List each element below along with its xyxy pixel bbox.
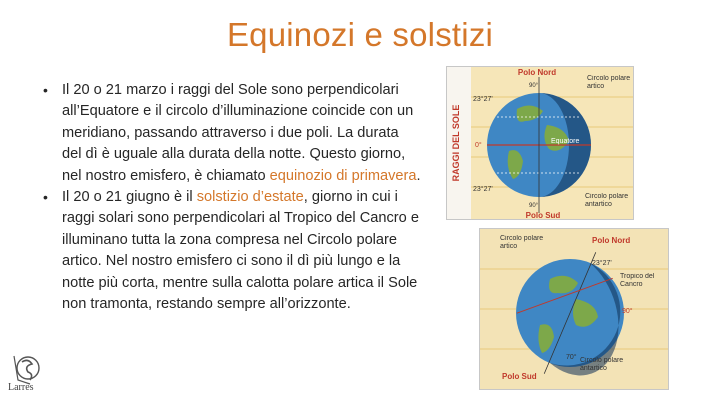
- equator-label: Equatore: [551, 138, 580, 145]
- term-equinozio: equinozio di primavera: [269, 167, 417, 184]
- larres-logo: [4, 352, 46, 400]
- north-pole-label: Polo Nord: [592, 236, 631, 245]
- antarctic-circle-label: Circolo polare antartico: [585, 193, 629, 208]
- arctic-circle-label: Circolo polare artico: [587, 75, 631, 90]
- solstice-figure: [479, 228, 669, 390]
- north-pole-label: Polo Nord: [517, 68, 557, 77]
- antarctic-circle-label: Circolo polare antartico: [580, 357, 624, 372]
- date-march: Il 20 o 21 marzo: [62, 82, 167, 98]
- south-pole-label: Polo Sud: [502, 372, 537, 381]
- text-segment: è il: [169, 189, 197, 206]
- bullet-equinox: [30, 80, 422, 187]
- lat-label: 23°27': [592, 260, 612, 267]
- rays-label: RAGGI DEL SOLE: [451, 104, 461, 182]
- tropic-label: Tropico del Cancro: [620, 273, 655, 288]
- term-solstizio: solstizio d’estate: [196, 189, 304, 206]
- lat-bottom-label: 23°27': [473, 186, 493, 193]
- text-segment: .: [416, 167, 421, 184]
- angle-top-label: 90°: [529, 83, 539, 89]
- bullet-text: [62, 189, 419, 312]
- slide-title: Equinozi e solstizi: [226, 16, 494, 53]
- date-june: Il 20 o 21 giugno: [62, 189, 170, 206]
- bullet-marker: •: [43, 82, 48, 98]
- term-circolo: circolo d’illuminazione: [165, 103, 308, 120]
- angle-bottom-label: 90°: [529, 203, 539, 209]
- equinox-figure: [446, 66, 634, 220]
- bullet-solstice: [30, 187, 422, 315]
- bullet-marker: •: [43, 189, 48, 206]
- text-segment: i raggi del Sole sono perpendicolari all’Equatore e il: [62, 82, 399, 120]
- angle-90-label: 90°: [622, 308, 633, 315]
- angle-70-label: 70°: [566, 354, 577, 361]
- arctic-circle-label: Circolo polare artico: [500, 235, 544, 250]
- text-segment: , giorno in cui i raggi solari sono perpendicolari al Tropico del Cancro e illuminano tutta la zona compresa nel Circolo polare artico. Nel nostro emisfero ci sono il dì più lungo e la notte più corta, mentre sulla calotta polare artica il Sole non tramonta, restando sempre all’orizzonte.: [62, 189, 419, 313]
- text-segment: coincide con un meridiano, passando attraverso i due poli. La durata del dì è uguale alla durata della notte. Questo giorno, nel nostro emisfero, è chiamato: [62, 103, 414, 184]
- logo-label: Larres: [8, 382, 34, 393]
- bullet-list: [30, 80, 422, 315]
- bullet-text: [62, 82, 421, 184]
- lat-top-label: 23°27': [473, 96, 493, 103]
- south-pole-label: Polo Sud: [525, 211, 561, 219]
- solstice-diagram: [480, 229, 668, 389]
- angle-left-label: 0°: [475, 142, 482, 149]
- equinox-diagram: [447, 67, 633, 219]
